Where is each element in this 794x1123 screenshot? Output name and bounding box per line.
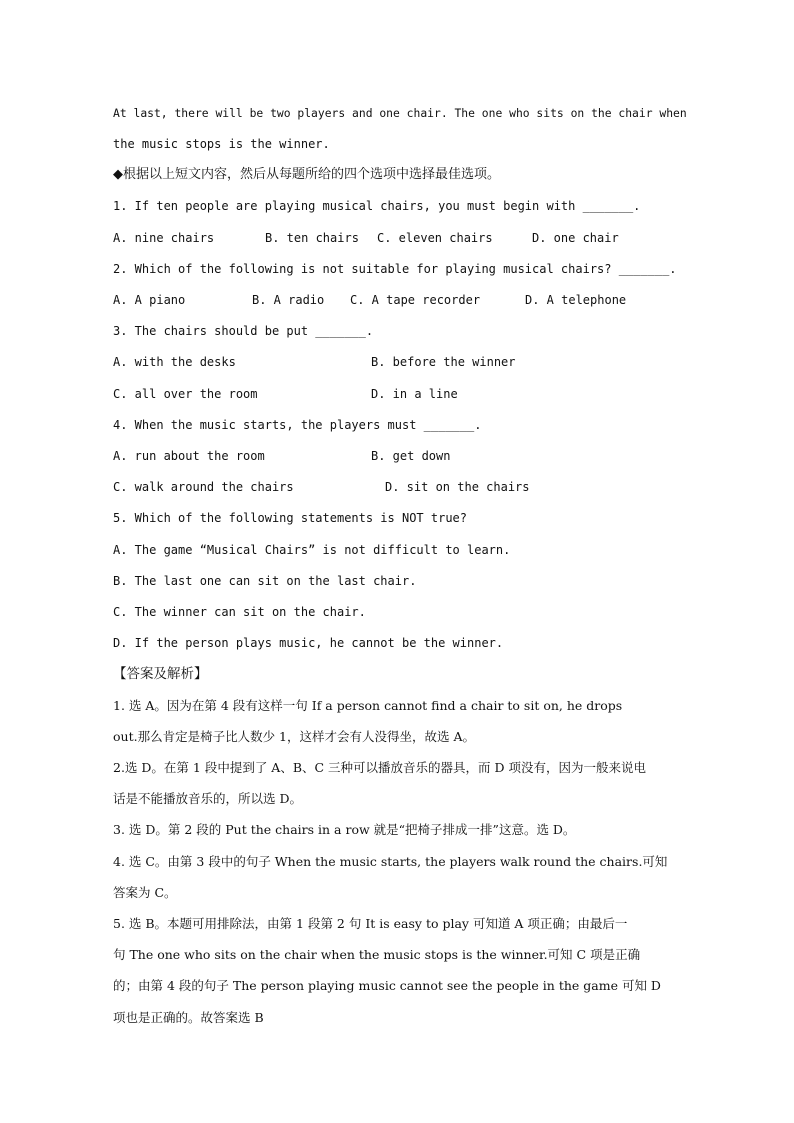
q4-option-a: A. run about the room — [113, 449, 265, 463]
q2-option-a: A. A piano — [113, 293, 186, 307]
answer-5-line-1: 5. 选 B。本题可用排除法，由第 1 段第 2 句 It is easy to play 可知道 A 项正确；由最后一 — [113, 916, 628, 931]
q4-option-b: B. get down — [371, 449, 451, 463]
q1-option-d: D. one chair — [532, 231, 619, 245]
q1-option-a: A. nine chairs — [113, 231, 215, 245]
intro-line-2: the music stops is the winner. — [113, 137, 330, 151]
q2-option-b: B. A radio — [252, 293, 325, 307]
intro-line-1: At last, there will be two players and one chair. The one who sits on the chair when — [113, 106, 687, 120]
answer-5-line-3: 的；由第 4 段的句子 The person playing music cannot see the people in the game 可知 D — [113, 978, 661, 993]
answer-4-line-1: 4. 选 C。由第 3 段中的句子 When the music starts, the players walk round the chairs.可知 — [113, 854, 668, 869]
q2-option-d: D. A telephone — [525, 293, 627, 307]
question-1-stem: 1. If ten people are playing musical chairs, you must begin with _______. — [113, 199, 641, 213]
answer-2-line-2: 话是不能播放音乐的，所以选 D。 — [113, 791, 302, 806]
document-page — [113, 0, 693, 1123]
q3-option-b: B. before the winner — [371, 355, 516, 369]
q2-option-c: C. A tape recorder — [350, 293, 481, 307]
instruction: ◆根据以上短文内容，然后从每题所给的四个选项中选择最佳选项。 — [113, 167, 500, 182]
answer-5-line-2: 句 The one who sits on the chair when the music stops is the winner.可知 C 项是正确 — [113, 947, 641, 962]
answer-4-line-2: 答案为 C。 — [113, 885, 177, 900]
question-4-stem: 4. When the music starts, the players must _______. — [113, 418, 482, 432]
answer-1-line-2: out.那么肯定是椅子比人数少 1，这样才会有人没得坐，故选 A。 — [113, 729, 476, 744]
answer-3-line-1: 3. 选 D。第 2 段的 Put the chairs in a row 就是“把椅子排成一排”这意。选 D。 — [113, 822, 576, 837]
question-2-stem: 2. Which of the following is not suitable for playing musical chairs? _______. — [113, 262, 677, 276]
q5-option-c: C. The winner can sit on the chair. — [113, 605, 366, 619]
q3-option-c: C. all over the room — [113, 387, 258, 401]
question-5-stem: 5. Which of the following statements is NOT true? — [113, 511, 468, 525]
q4-option-c: C. walk around the chairs — [113, 480, 294, 494]
question-3-stem: 3. The chairs should be put _______. — [113, 324, 374, 338]
answers-heading: 【答案及解析】 — [113, 666, 208, 682]
answer-5-line-4: 项也是正确的。故答案选 B — [113, 1010, 264, 1025]
answer-1-line-1: 1. 选 A。因为在第 4 段有这样一句 If a person cannot find a chair to sit on, he drops — [113, 698, 623, 713]
q1-option-b: B. ten chairs — [265, 231, 359, 245]
q3-option-d: D. in a line — [371, 387, 458, 401]
q1-option-c: C. eleven chairs — [377, 231, 493, 245]
q3-option-a: A. with the desks — [113, 355, 236, 369]
q5-option-d: D. If the person plays music, he cannot be the winner. — [113, 636, 504, 650]
answer-2-line-1: 2.选 D。在第 1 段中提到了 A、B、C 三种可以播放音乐的器具，而 D 项没有，因为一般来说电 — [113, 760, 647, 775]
q5-option-a: A. The game “Musical Chairs” is not difficult to learn. — [113, 543, 511, 557]
q5-option-b: B. The last one can sit on the last chair. — [113, 574, 417, 588]
q4-option-d: D. sit on the chairs — [385, 480, 530, 494]
